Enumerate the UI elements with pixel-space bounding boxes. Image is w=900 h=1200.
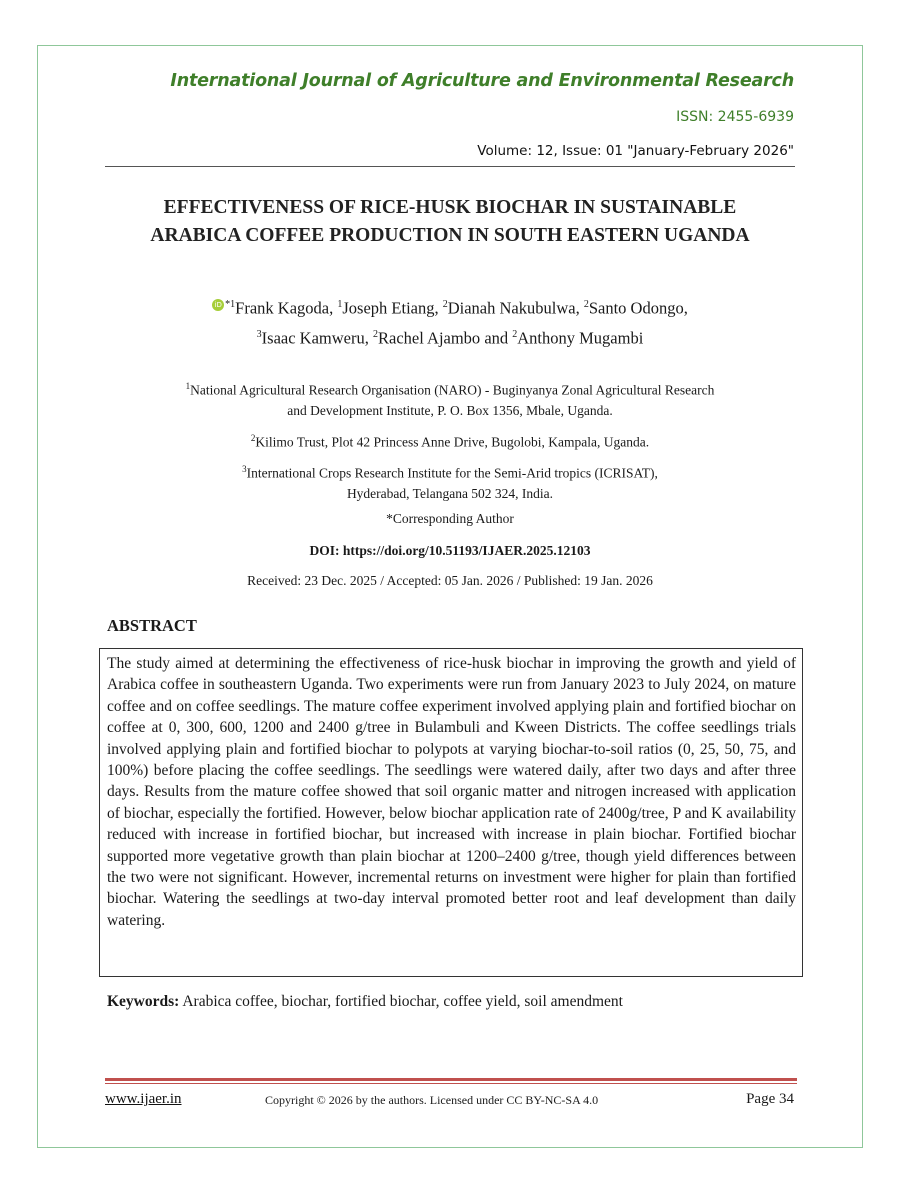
copyright-notice: Copyright © 2026 by the authors. Licensed under CC BY-NC-SA 4.0 [265, 1093, 599, 1107]
author-sup: 1 [337, 299, 343, 310]
title-line-1: EFFECTIVENESS OF RICE-HUSK BIOCHAR IN SUSTAINABLE [163, 197, 737, 218]
author-sep: , [683, 298, 688, 318]
author-sep: , [329, 298, 338, 318]
keywords-label: Keywords: [107, 993, 180, 1010]
volume-issue: Volume: 12, Issue: 01 "January-February 2026" [477, 143, 794, 159]
abstract-body: The study aimed at determining the effectiveness of rice-husk biochar in improving the growth and yield of Arabica coffee in southeastern Uganda. Two experiments were run from January 2023 to July 2024, on mature coffee and on coffee seedlings. The mature coffee experiment involved applying plain and fortified biochar on coffee at 0, 300, 600, 1200 and 2400 g/tree in Bulambuli and Kween Districts. The coffee seedlings trials involved applying plain and fortified biochar to polypots at varying biochar-to-soil ratios (0, 25, 50, 75, and 100%) before placing the coffee seedlings. The seedlings were watered daily, after two days and after three days. Results from the mature coffee showed that soil organic matter and nitrogen increased with application of biochar, especially the fortified. However, below biochar application rate of 2400g/tree, P and K availability reduced with increase in fortified biochar, but increased with increase in plain biochar. Fortified biochar supported more vegetative growth than plain biochar at 1200–2400 g/tree, though yield differences between the two were not significant. However, incremental returns on investment were higher for plain than fortified biochar. Watering the seedlings at two-day interval promoted better root and leaf development than daily watering. [99, 648, 803, 977]
paper-title [60, 194, 840, 250]
affiliation-2 [60, 428, 840, 453]
page-number: Page 34 [746, 1091, 794, 1107]
affiliation-text: Hyderabad, Telangana 502 324, India. [346, 485, 554, 501]
affiliation-text: International Crops Research Institute for the Semi-Arid tropics (ICRISAT), [246, 465, 658, 481]
keywords-text: Arabica coffee, biochar, fortified biochar, coffee yield, soil amendment [179, 993, 623, 1010]
author-sup: 2 [373, 328, 378, 340]
keywords [107, 993, 623, 1011]
abstract-heading: ABSTRACT [107, 616, 197, 635]
affiliation-text: National Agricultural Research Organisation (NARO) - Buginyanya Zonal Agricultural Research [190, 382, 715, 398]
author-sep: , [364, 328, 373, 347]
footer-divider [105, 1078, 797, 1084]
orcid-icon[interactable]: iD [212, 299, 224, 311]
author-sep: , [434, 298, 443, 318]
author-name: Santo Odongo [588, 298, 684, 318]
affiliation-1 [60, 376, 840, 421]
journal-name: International Journal of Agriculture and Environmental Research [170, 71, 794, 91]
website-link[interactable]: www.ijaer.in [105, 1091, 182, 1107]
affiliation-sup: 2 [250, 433, 256, 443]
author-name: Dianah Nakubulwa [447, 298, 576, 318]
author-sup: 3 [256, 328, 262, 340]
author-name: Frank Kagoda [235, 298, 330, 318]
affiliation-text: Kilimo Trust, Plot 42 Princess Anne Drive, Bugolobi, Kampala, Uganda. [255, 434, 650, 450]
affiliation-3 [60, 459, 840, 504]
header-divider [105, 166, 795, 167]
doi-link[interactable]: DOI: https://doi.org/10.51193/IJAER.2025.12103 [309, 543, 591, 558]
author-sup: 2 [583, 299, 589, 310]
author-sep: , [575, 298, 584, 318]
author-sup: *1 [225, 299, 236, 310]
author-sep: and [480, 328, 513, 347]
publication-dates: Received: 23 Dec. 2025 / Accepted: 05 Jan. 2026 / Published: 19 Jan. 2026 [247, 573, 653, 588]
author-name: Isaac Kamweru [261, 328, 365, 347]
author-name: Anthony Mugambi [517, 328, 644, 347]
authors-line-1 [60, 292, 840, 322]
affiliation-text: and Development Institute, P. O. Box 1356, Mbale, Uganda. [287, 402, 613, 418]
title-line-2: ARABICA COFFEE PRODUCTION IN SOUTH EASTERN UGANDA [150, 225, 750, 246]
author-name: Rachel Ajambo [378, 328, 481, 347]
corresponding-author: *Corresponding Author [386, 511, 514, 526]
issn: ISSN: 2455-6939 [676, 109, 794, 125]
author-name: Joseph Etiang [342, 298, 435, 318]
author-sup: 2 [442, 299, 448, 310]
authors-line-2 [60, 322, 840, 352]
affiliation-sup: 3 [242, 464, 247, 474]
author-list [60, 292, 840, 351]
author-sup: 2 [512, 328, 518, 340]
affiliation-sup: 1 [185, 381, 191, 391]
